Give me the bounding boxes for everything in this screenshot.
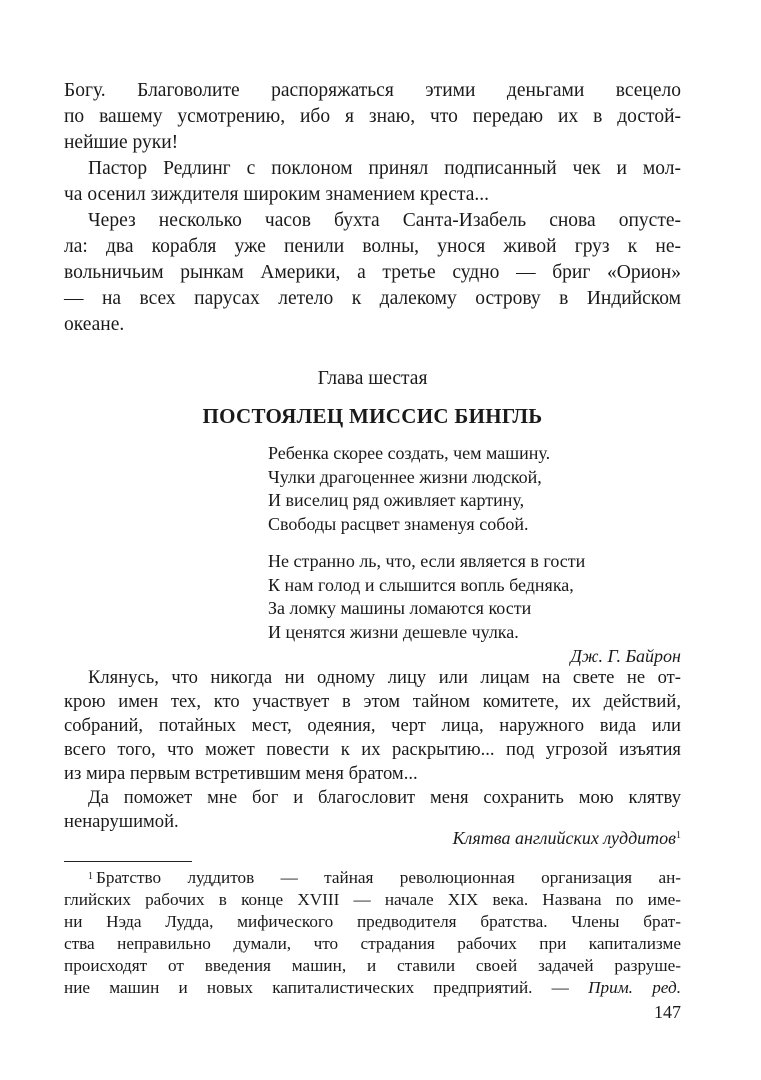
editor-note: Прим. ред. xyxy=(588,978,681,997)
verse-line: Не странно ль, что, если является в гости xyxy=(268,551,586,571)
epigraph-stanza xyxy=(268,442,681,536)
text-line: Через несколько часов бухта Санта-Изабель снова опусте- xyxy=(88,210,681,231)
verse-line: Ребенка скорее создать, чем машину. xyxy=(268,443,551,463)
page-number: 147 xyxy=(654,1002,681,1022)
chapter-title: ПОСТОЯЛЕЦ МИССИС БИНГЛЬ xyxy=(202,404,543,428)
footnote-line: ства неправильно думали, что страдания рабочих при капитализме xyxy=(64,934,681,953)
text-line: Да поможет мне бог и благословит меня сохранить мою клятву xyxy=(88,787,681,808)
footnote-line xyxy=(64,977,681,999)
verse-line: Чулки драгоценнее жизни людской, xyxy=(268,466,542,487)
footnote-text: Братство луддитов — тайная революционная организация ан- xyxy=(96,868,681,887)
verse-line: И виселиц ряд оживляет картину, xyxy=(268,490,525,510)
footnote-line xyxy=(64,867,681,889)
text-line: вольничьим рынкам Америки, а третье судно — бриг «Орион» xyxy=(64,262,681,283)
text-line: нейшие руки! xyxy=(64,132,179,153)
footnote-text: ние машин и новых капиталистических предприятий. — xyxy=(64,978,569,997)
chapter-label: Глава шестая xyxy=(317,368,428,389)
text-line: собраний, потайных мест, одеяния, черт лица, наружного вида или xyxy=(64,715,681,736)
verse-line: За ломку машины ломаются кости xyxy=(268,598,532,618)
oath-source xyxy=(64,826,681,850)
paragraph-3 xyxy=(64,208,681,338)
book-page xyxy=(64,78,681,997)
footnote-line: происходят от введения машин, и ставили своей задачей разруше- xyxy=(64,956,681,975)
oath-source-text: Клятва английских луддитов xyxy=(452,828,676,848)
text-line: — на всех парусах летело к далекому острову в Индийском xyxy=(64,288,681,309)
paragraph-2 xyxy=(64,156,681,208)
text-line: ненарушимой. xyxy=(64,811,179,832)
text-line: океане. xyxy=(64,314,125,335)
footnote-line: глийских рабочих в конце XVIII — начале XIX века. Названа по име- xyxy=(64,890,681,909)
verse-line: К нам голод и слышится вопль бедняка, xyxy=(268,574,574,595)
text-line: Пастор Редлинг с поклоном принял подписанный чек и мол- xyxy=(88,158,681,179)
text-line: Клянусь, что никогда ни одному лицу или лицам на свете не от- xyxy=(88,667,681,688)
text-line: Богу. Благоволите распоряжаться этими деньгами всецело xyxy=(64,80,681,101)
paragraph-1 xyxy=(64,78,681,156)
epigraph-stanza xyxy=(268,550,681,644)
footnote xyxy=(64,867,681,999)
footnote-mark: 1 xyxy=(88,871,93,882)
text-line: всего того, что может повести к их раскрытию... под угрозой изъятия xyxy=(64,739,681,760)
footnote-divider xyxy=(64,861,192,862)
footnote-reference[interactable]: 1 xyxy=(676,830,681,841)
top-text xyxy=(64,78,681,338)
verse-line: Свободы расцвет знаменуя собой. xyxy=(268,513,529,534)
oath-paragraph-1 xyxy=(64,666,681,786)
oath-text xyxy=(64,666,681,834)
text-line: ла: два корабля уже пенили волны, унося живой груз к не- xyxy=(64,236,681,257)
text-line: по вашему усмотрению, ибо я знаю, что передаю их в достой- xyxy=(64,106,681,127)
text-line: из мира первым встретившим меня братом... xyxy=(64,763,418,784)
epigraph xyxy=(268,442,681,668)
epigraph-author: Дж. Г. Байрон xyxy=(570,646,681,666)
text-line: ча осенил зиждителя широким знамением креста... xyxy=(64,184,489,205)
text-line: крою имен тех, кто участвует в этом тайном комитете, их действий, xyxy=(64,691,681,712)
footnote-line: ни Нэда Лудда, мифического предводителя братства. Члены брат- xyxy=(64,912,681,931)
verse-line: И ценятся жизни дешевле чулка. xyxy=(268,621,519,642)
